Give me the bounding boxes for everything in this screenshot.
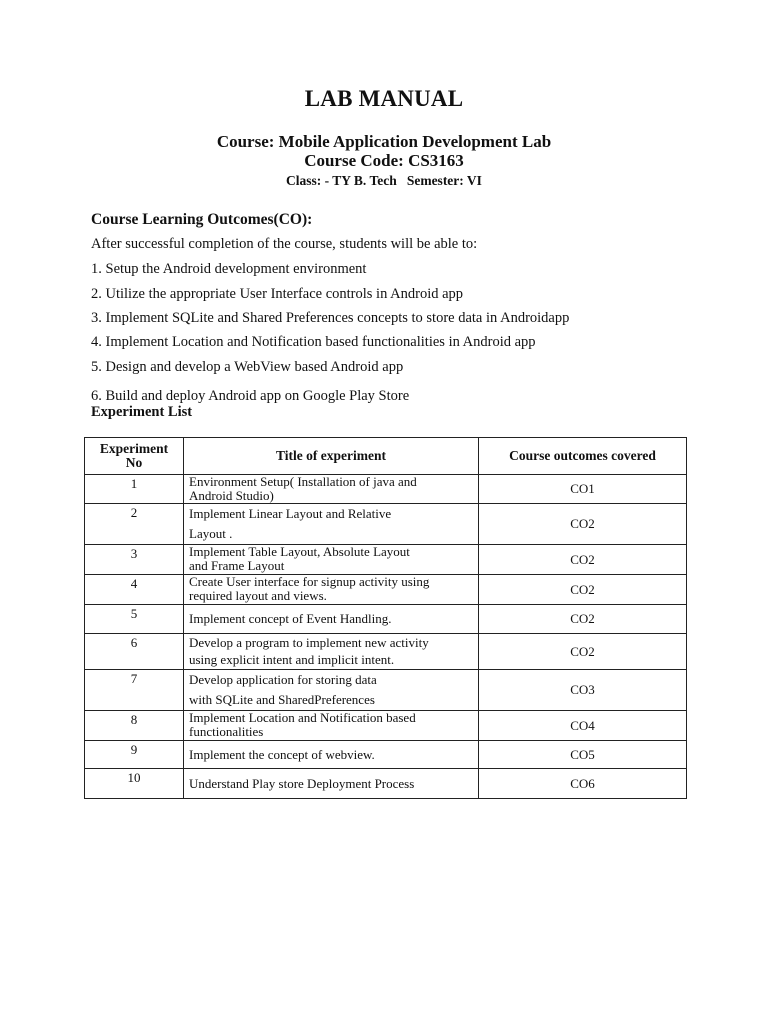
- outcome-item-3: 3. Implement SQLite and Shared Preferences concepts to store data in Androidapp: [91, 310, 570, 326]
- table-row: [85, 769, 687, 799]
- experiment-number: 8: [85, 711, 184, 741]
- table-header-row: [85, 438, 687, 475]
- experiment-title: [184, 670, 479, 711]
- experiment-title-line: required layout and views.: [189, 588, 327, 603]
- experiment-title-line: Environment Setup( Installation of java and: [189, 474, 417, 489]
- experiment-outcome: CO3: [479, 670, 687, 711]
- experiment-title-line: Develop application for storing data: [189, 672, 377, 687]
- experiment-outcome: CO2: [479, 504, 687, 545]
- table-row: [85, 545, 687, 575]
- experiment-title: [184, 504, 479, 545]
- table-row: [85, 605, 687, 634]
- table-row: [85, 475, 687, 504]
- column-header-no-line2: No: [125, 455, 143, 470]
- experiment-number: 1: [85, 475, 184, 504]
- class-semester-line: Class: - TY B. Tech Semester: VI: [286, 173, 482, 188]
- experiment-number: 7: [85, 670, 184, 711]
- table-row: [85, 575, 687, 605]
- experiment-number: 10: [85, 769, 184, 799]
- experiment-title: [184, 575, 479, 605]
- column-header-title: Title of experiment: [184, 438, 479, 475]
- course-code: Course Code: CS3163: [304, 151, 464, 170]
- experiment-list-heading: Experiment List: [91, 404, 193, 420]
- experiment-number: 9: [85, 741, 184, 769]
- outcome-item-5: 5. Design and develop a WebView based Android app: [91, 359, 404, 375]
- experiment-outcome: CO2: [479, 605, 687, 634]
- experiment-title-line: Implement Location and Notification based: [189, 710, 416, 725]
- experiment-outcome: CO5: [479, 741, 687, 769]
- column-header-outcomes: Course outcomes covered: [479, 438, 687, 475]
- experiment-title-line: Understand Play store Deployment Process: [189, 775, 415, 791]
- experiment-title-line: with SQLite and SharedPreferences: [189, 692, 375, 707]
- outcome-item-6: 6. Build and deploy Android app on Google Play Store: [91, 388, 410, 404]
- outcome-item-4: 4. Implement Location and Notification based functionalities in Android app: [91, 334, 536, 350]
- column-header-no-line1: Experiment: [99, 441, 169, 456]
- table-row: [85, 741, 687, 769]
- experiment-number: 5: [85, 605, 184, 634]
- experiment-outcome: CO2: [479, 575, 687, 605]
- outcome-item-2: 2. Utilize the appropriate User Interface controls in Android app: [91, 286, 464, 302]
- document-title: LAB MANUAL: [304, 86, 464, 111]
- table-row: [85, 670, 687, 711]
- experiment-outcome: CO2: [479, 545, 687, 575]
- experiment-title: [184, 634, 479, 670]
- experiment-outcome: CO1: [479, 475, 687, 504]
- experiment-title-line: and Frame Layout: [189, 558, 285, 573]
- experiment-number: 3: [85, 545, 184, 575]
- experiment-title-line: Layout .: [189, 526, 233, 541]
- experiment-table: [84, 437, 687, 799]
- experiment-title: [184, 769, 479, 799]
- experiment-title: [184, 545, 479, 575]
- experiment-title-line: Implement the concept of webview.: [189, 746, 375, 762]
- experiment-outcome: CO2: [479, 634, 687, 670]
- experiment-title-line: using explicit intent and implicit intent.: [189, 652, 395, 667]
- experiment-title-line: Develop a program to implement new activity: [189, 635, 429, 650]
- experiment-title: [184, 711, 479, 741]
- experiment-title-line: Implement Table Layout, Absolute Layout: [189, 544, 410, 559]
- experiment-title-line: Implement concept of Event Handling.: [189, 611, 392, 626]
- outcomes-heading: Course Learning Outcomes(CO):: [91, 211, 313, 228]
- table-row: [85, 504, 687, 545]
- table-row: [85, 634, 687, 670]
- column-header-experiment-no: [85, 438, 184, 475]
- experiment-outcome: CO4: [479, 711, 687, 741]
- outcomes-intro: After successful completion of the course, students will be able to:: [91, 236, 478, 252]
- experiment-outcome: CO6: [479, 769, 687, 799]
- experiment-title: [184, 605, 479, 634]
- course-name: Course: Mobile Application Development Lab: [216, 132, 552, 151]
- experiment-title-line: Android Studio): [189, 488, 274, 503]
- experiment-title-line: functionalities: [189, 724, 264, 739]
- experiment-title: [184, 741, 479, 769]
- experiment-number: 6: [85, 634, 184, 670]
- experiment-title: [184, 475, 479, 504]
- outcome-item-1: 1. Setup the Android development environment: [91, 261, 367, 277]
- experiment-number: 4: [85, 575, 184, 605]
- experiment-title-line: Create User interface for signup activity using: [189, 574, 430, 589]
- experiment-title-line: Implement Linear Layout and Relative: [189, 506, 392, 521]
- table-row: [85, 711, 687, 741]
- experiment-number: 2: [85, 504, 184, 545]
